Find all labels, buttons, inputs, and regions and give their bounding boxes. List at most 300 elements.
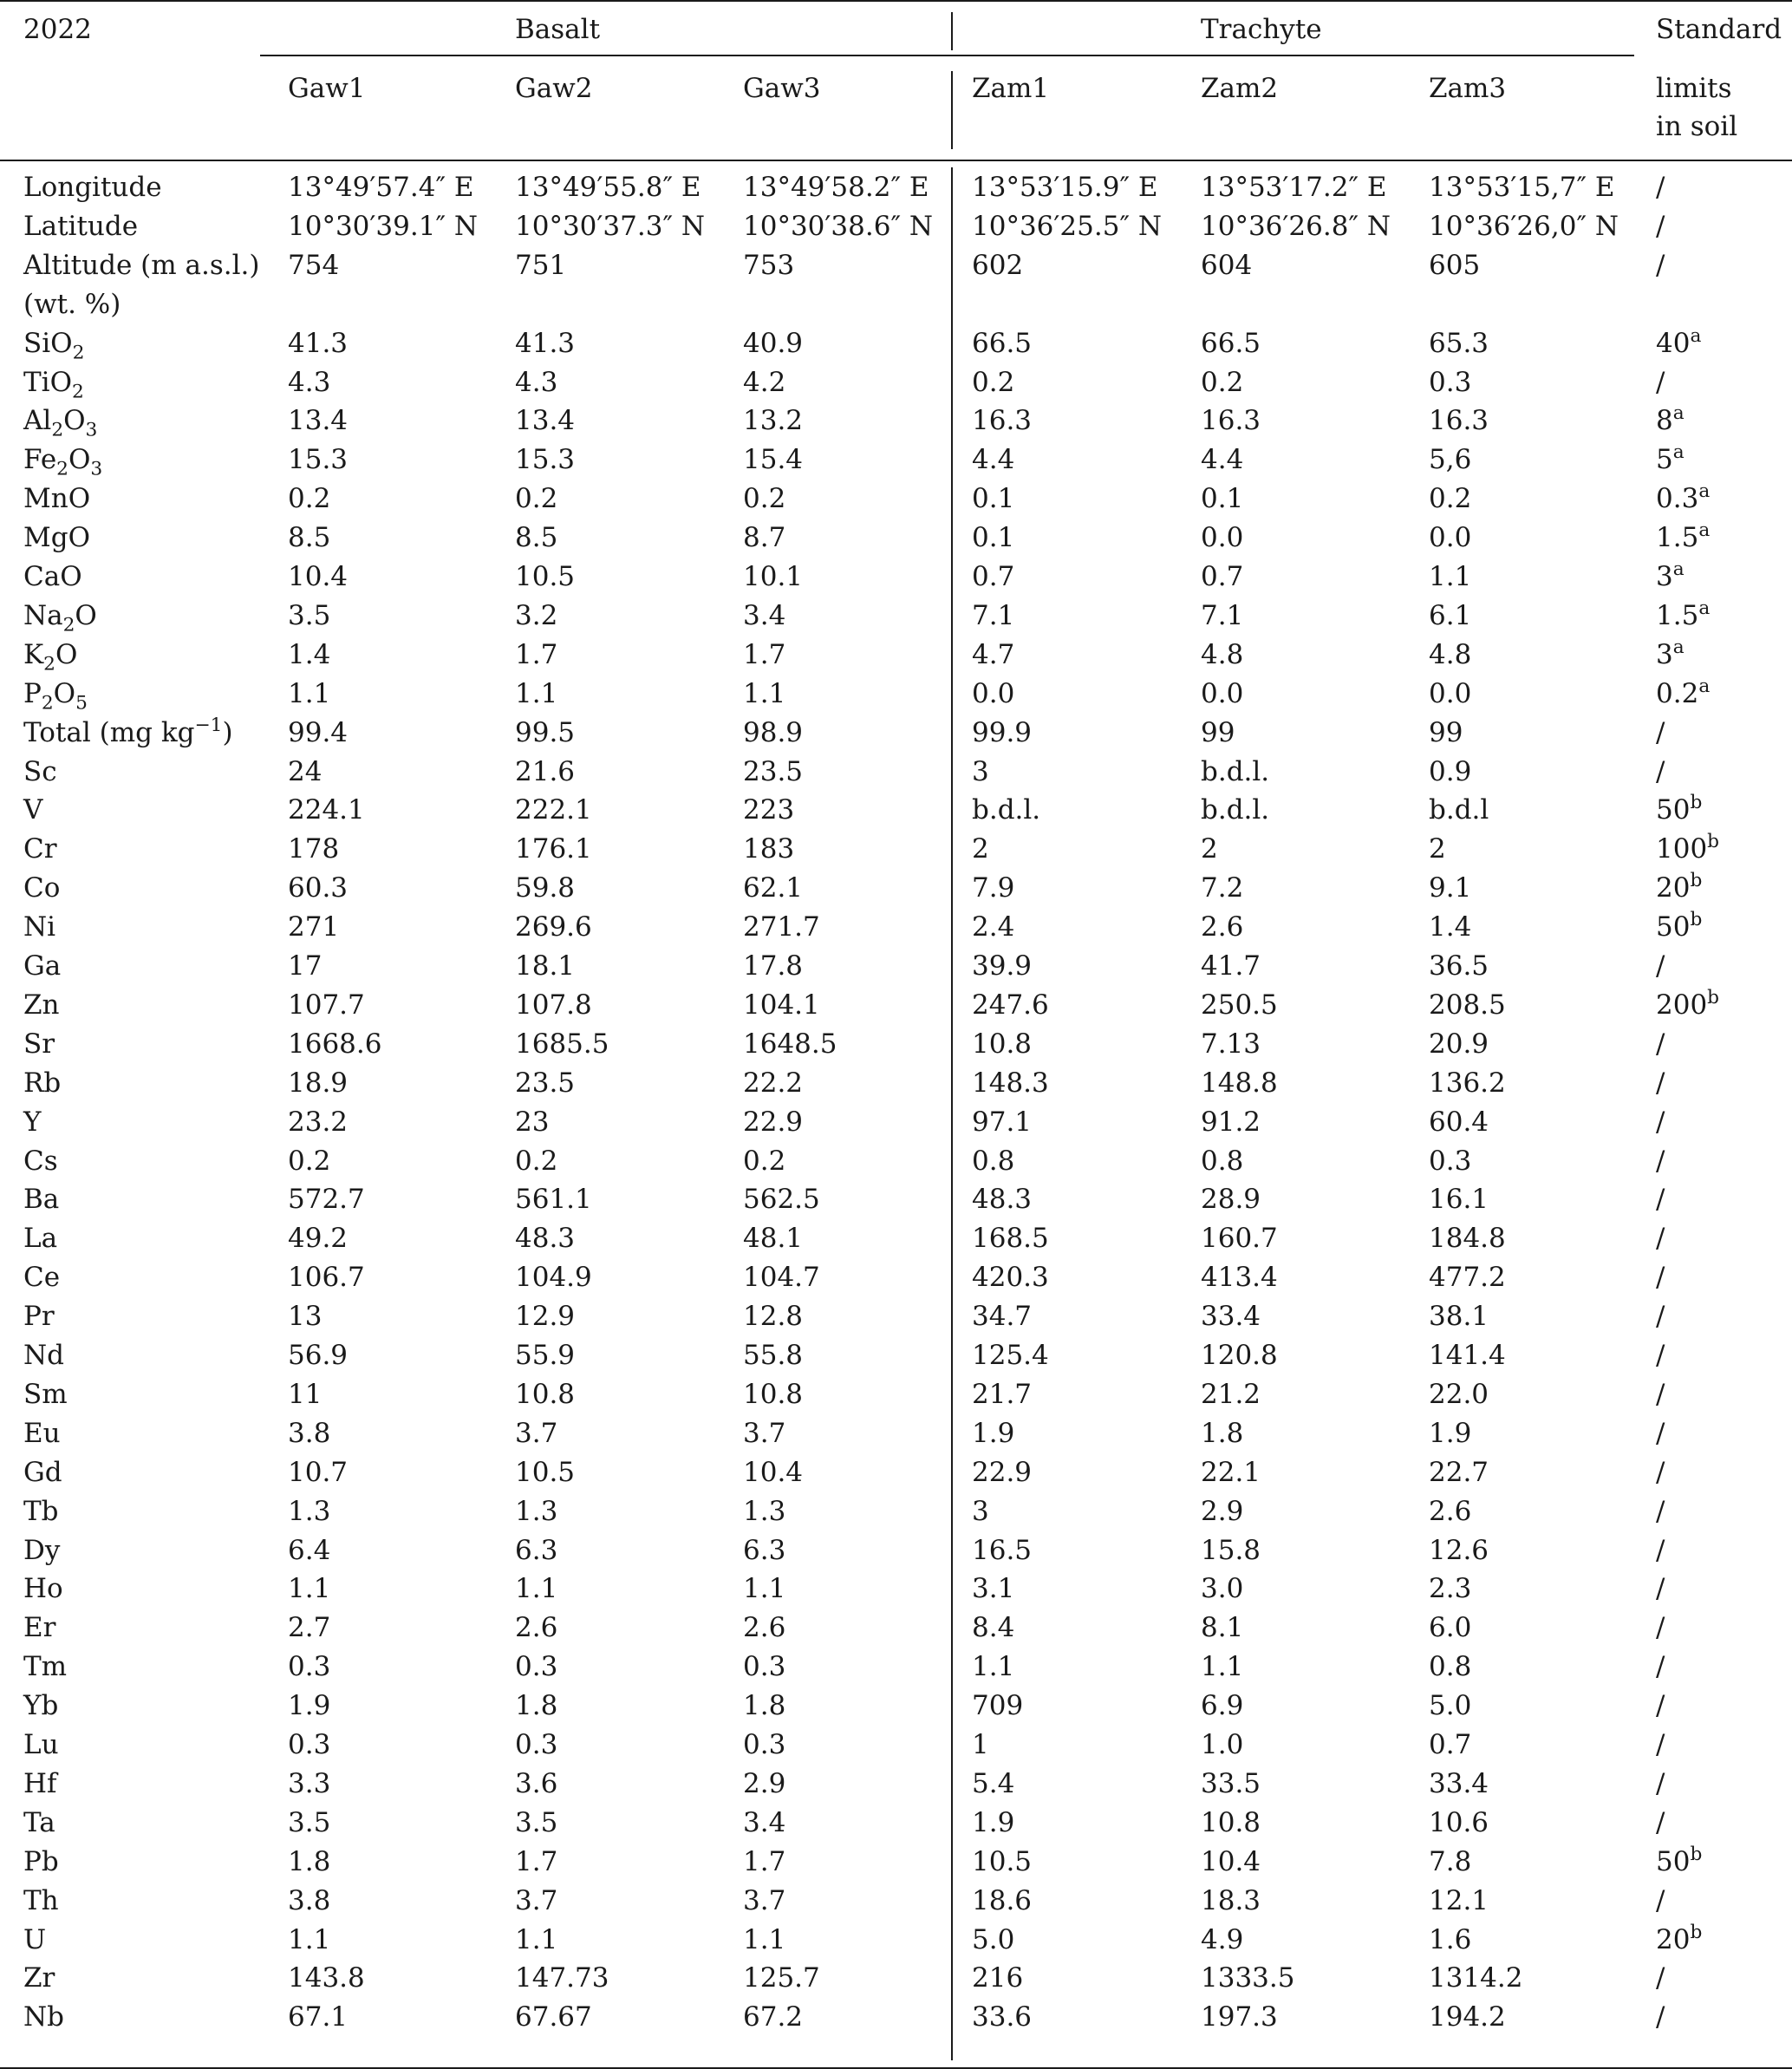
- value-cell: b.d.l: [1429, 794, 1489, 826]
- value-cell: 3.0: [1201, 1573, 1244, 1605]
- header-divider-top: [951, 12, 953, 50]
- value-cell: 1.1: [515, 677, 558, 709]
- value-cell: 247.6: [972, 989, 1049, 1021]
- value-cell: 147.73: [515, 1962, 609, 1994]
- value-cell: 22.9: [743, 1106, 804, 1138]
- value-cell: 10°30′38.6″ N: [743, 210, 934, 242]
- row-label: (wt. %): [23, 288, 121, 320]
- value-cell: 10.4: [288, 561, 349, 592]
- value-cell: 1.1: [743, 1923, 786, 1955]
- standard-limit-cell: /: [1656, 1301, 1665, 1333]
- value-cell: 10.4: [1201, 1845, 1261, 1877]
- value-cell: 0.3: [515, 1729, 558, 1760]
- value-cell: 0.2: [288, 1145, 331, 1177]
- table-row: [0, 1180, 1792, 1218]
- standard-limit-cell: 3$^a$: [1656, 558, 1684, 592]
- table-row: [0, 441, 1792, 479]
- standard-limit-cell: 5$^a$: [1656, 441, 1684, 476]
- value-cell: 1.9: [288, 1690, 331, 1722]
- table-row: [0, 246, 1792, 284]
- standard-limit-cell: 100$^b$: [1656, 831, 1720, 865]
- standard-limit-cell: /: [1656, 2001, 1665, 2033]
- row-label: Longitude: [23, 172, 162, 203]
- value-cell: 8.1: [1201, 1612, 1244, 1644]
- row-label: Lu: [23, 1729, 59, 1760]
- sample-header-gaw1: Gaw1: [288, 73, 366, 104]
- value-cell: 3.4: [743, 599, 786, 631]
- standard-limit-cell: 50$^b$: [1656, 909, 1703, 943]
- value-cell: 23.5: [515, 1067, 576, 1099]
- table-row: [0, 1258, 1792, 1296]
- table-row: [0, 1025, 1792, 1063]
- standard-limit-cell: /: [1656, 1495, 1665, 1527]
- row-label: $Fe_2O_3$: [23, 444, 103, 480]
- value-cell: 6.3: [743, 1534, 786, 1566]
- row-label: Ce: [23, 1262, 61, 1294]
- value-cell: 148.3: [972, 1067, 1049, 1099]
- value-cell: 1.1: [1201, 1651, 1244, 1683]
- value-cell: 223: [743, 794, 795, 826]
- standard-limit-cell: 20$^b$: [1656, 870, 1703, 904]
- value-cell: 10°36′26.8″ N: [1201, 210, 1391, 242]
- value-cell: 16.3: [1429, 405, 1489, 437]
- value-cell: 216: [972, 1962, 1024, 1994]
- value-cell: 22.0: [1429, 1378, 1489, 1410]
- value-cell: 10.5: [515, 561, 576, 592]
- value-cell: 4.4: [972, 444, 1015, 476]
- value-cell: 1.1: [515, 1573, 558, 1605]
- value-cell: 3.7: [743, 1417, 786, 1449]
- value-cell: 2.6: [743, 1612, 786, 1644]
- value-cell: 7.8: [1429, 1845, 1472, 1877]
- value-cell: 11: [288, 1378, 323, 1410]
- table-row: [0, 830, 1792, 868]
- value-cell: 7.1: [1201, 599, 1244, 631]
- value-cell: 1.6: [1429, 1923, 1472, 1955]
- value-cell: 1.1: [288, 1573, 331, 1605]
- value-cell: 28.9: [1201, 1184, 1261, 1216]
- table-row: [0, 986, 1792, 1024]
- value-cell: 34.7: [972, 1301, 1033, 1333]
- value-cell: 60.3: [288, 872, 349, 904]
- standard-header-in-soil: in soil: [1656, 111, 1738, 142]
- value-cell: 12.9: [515, 1301, 576, 1333]
- value-cell: 1.9: [972, 1806, 1015, 1838]
- value-cell: 18.1: [515, 950, 576, 982]
- value-cell: 183: [743, 833, 795, 865]
- value-cell: 0.8: [1201, 1145, 1244, 1177]
- value-cell: 21.7: [972, 1378, 1033, 1410]
- value-cell: 33.4: [1201, 1301, 1261, 1333]
- table-row: [0, 363, 1792, 401]
- value-cell: 1.0: [1201, 1729, 1244, 1760]
- value-cell: 0.3: [288, 1651, 331, 1683]
- value-cell: 4.7: [972, 638, 1015, 670]
- basalt-trachyte-rule: [260, 55, 1634, 56]
- row-label: Sm: [23, 1378, 68, 1410]
- value-cell: 0.3: [288, 1729, 331, 1760]
- table-row: [0, 1843, 1792, 1881]
- value-cell: 107.7: [288, 989, 365, 1021]
- value-cell: 41.3: [288, 327, 349, 359]
- value-cell: 13.4: [515, 405, 576, 437]
- value-cell: 1.1: [972, 1651, 1015, 1683]
- value-cell: 65.3: [1429, 327, 1489, 359]
- row-label: Rb: [23, 1067, 62, 1099]
- trachyte-group-header: Trachyte: [1201, 14, 1322, 45]
- value-cell: 59.8: [515, 872, 576, 904]
- standard-limit-cell: /: [1656, 1651, 1665, 1683]
- row-label: $Al_2O_3$: [23, 405, 98, 441]
- value-cell: 13°53′17.2″ E: [1201, 172, 1387, 203]
- table-row: [0, 558, 1792, 596]
- value-cell: 33.5: [1201, 1767, 1261, 1799]
- value-cell: 168.5: [972, 1223, 1049, 1255]
- value-cell: 22.9: [972, 1456, 1033, 1488]
- table-row: [0, 1453, 1792, 1491]
- value-cell: 0.7: [1429, 1729, 1472, 1760]
- value-cell: 99.5: [515, 716, 576, 748]
- value-cell: 3.7: [515, 1884, 558, 1916]
- row-label: Gd: [23, 1456, 62, 1488]
- value-cell: 3.5: [288, 599, 331, 631]
- standard-limit-cell: 50$^b$: [1656, 1843, 1703, 1877]
- value-cell: 562.5: [743, 1184, 820, 1216]
- value-cell: 56.9: [288, 1340, 349, 1371]
- value-cell: 1.8: [515, 1690, 558, 1722]
- row-label: La: [23, 1223, 58, 1255]
- value-cell: 143.8: [288, 1962, 365, 1994]
- value-cell: 1.8: [288, 1845, 331, 1877]
- value-cell: 13.4: [288, 405, 349, 437]
- value-cell: 10.8: [972, 1028, 1033, 1060]
- value-cell: 136.2: [1429, 1067, 1506, 1099]
- standard-limit-cell: /: [1656, 1067, 1665, 1099]
- value-cell: 1333.5: [1201, 1962, 1295, 1994]
- row-label: $P_2O_5$: [23, 677, 88, 715]
- value-cell: 709: [972, 1690, 1024, 1722]
- row-label: Th: [23, 1884, 59, 1916]
- row-label: V: [23, 794, 43, 826]
- standard-limit-cell: /: [1656, 1612, 1665, 1644]
- value-cell: 104.7: [743, 1262, 820, 1294]
- row-label: U: [23, 1923, 47, 1955]
- value-cell: 1314.2: [1429, 1962, 1523, 1994]
- value-cell: 23.2: [288, 1106, 349, 1138]
- value-cell: b.d.l.: [1201, 794, 1270, 826]
- value-cell: 6.0: [1429, 1612, 1472, 1644]
- value-cell: 197.3: [1201, 2001, 1278, 2033]
- row-label: Yb: [23, 1690, 59, 1722]
- value-cell: 10.8: [743, 1378, 804, 1410]
- value-cell: 21.2: [1201, 1378, 1261, 1410]
- standard-limit-cell: /: [1656, 366, 1665, 398]
- row-label: Co: [23, 872, 61, 904]
- value-cell: 6.4: [288, 1534, 331, 1566]
- value-cell: 751: [515, 249, 567, 281]
- value-cell: 5.0: [1429, 1690, 1472, 1722]
- row-label: Tm: [23, 1651, 68, 1683]
- value-cell: 21.6: [515, 755, 576, 787]
- row-label: Zn: [23, 989, 60, 1021]
- value-cell: 3.1: [972, 1573, 1015, 1605]
- value-cell: 99: [1429, 716, 1463, 748]
- row-label: Nb: [23, 2001, 64, 2033]
- value-cell: 22.2: [743, 1067, 804, 1099]
- standard-limit-cell: 0.2$^a$: [1656, 675, 1711, 709]
- value-cell: 3.4: [743, 1806, 786, 1838]
- row-label: Tb: [23, 1495, 59, 1527]
- value-cell: 6.1: [1429, 599, 1472, 631]
- standard-limit-cell: /: [1656, 1184, 1665, 1216]
- value-cell: 753: [743, 249, 795, 281]
- standard-limit-cell: /: [1656, 210, 1665, 242]
- value-cell: 97.1: [972, 1106, 1033, 1138]
- table-row: [0, 1998, 1792, 2036]
- value-cell: 1.1: [743, 1573, 786, 1605]
- value-cell: 1685.5: [515, 1028, 609, 1060]
- value-cell: 1.3: [515, 1495, 558, 1527]
- value-cell: 12.1: [1429, 1884, 1489, 1916]
- value-cell: b.d.l.: [1201, 755, 1270, 787]
- table-row: [0, 207, 1792, 245]
- value-cell: 0.3: [743, 1651, 786, 1683]
- value-cell: 62.1: [743, 872, 804, 904]
- standard-limit-cell: /: [1656, 1456, 1665, 1488]
- standard-limit-cell: /: [1656, 1534, 1665, 1566]
- row-label: Dy: [23, 1534, 61, 1566]
- row-label: $K_2O$: [23, 638, 78, 676]
- value-cell: 1.9: [1429, 1417, 1472, 1449]
- value-cell: 605: [1429, 249, 1481, 281]
- value-cell: b.d.l.: [972, 794, 1041, 826]
- standard-limit-cell: 0.3$^a$: [1656, 480, 1711, 515]
- row-label: Nd: [23, 1340, 64, 1371]
- table-row: [0, 1414, 1792, 1452]
- value-cell: 1.7: [743, 1845, 786, 1877]
- value-cell: 0.3: [743, 1729, 786, 1760]
- standard-limit-cell: 50$^b$: [1656, 792, 1703, 826]
- value-cell: 1.8: [743, 1690, 786, 1722]
- value-cell: 2.6: [515, 1612, 558, 1644]
- value-cell: 0.1: [972, 483, 1015, 515]
- value-cell: 23.5: [743, 755, 804, 787]
- basalt-group-header: Basalt: [515, 14, 601, 45]
- row-label: Sc: [23, 755, 57, 787]
- value-cell: 561.1: [515, 1184, 592, 1216]
- value-cell: 104.1: [743, 989, 820, 1021]
- standard-limit-cell: /: [1656, 755, 1665, 787]
- table-row: [0, 480, 1792, 518]
- value-cell: 1.7: [515, 638, 558, 670]
- value-cell: 17: [288, 950, 323, 982]
- value-cell: 24: [288, 755, 323, 787]
- value-cell: 184.8: [1429, 1223, 1506, 1255]
- value-cell: 12.6: [1429, 1534, 1489, 1566]
- sample-header-zam1: Zam1: [972, 73, 1050, 104]
- table-row: [0, 714, 1792, 752]
- standard-limit-cell: /: [1656, 1340, 1665, 1371]
- table-row: [0, 597, 1792, 635]
- header-bottom-rule: [0, 160, 1792, 161]
- value-cell: 99: [1201, 716, 1235, 748]
- row-label: Total (mg $kg^{-1}$): [23, 714, 233, 748]
- sample-header-gaw2: Gaw2: [515, 73, 593, 104]
- value-cell: 13°53′15,7″ E: [1429, 172, 1615, 203]
- value-cell: 15.3: [288, 444, 349, 476]
- row-label: Ni: [23, 911, 56, 943]
- row-label: Cs: [23, 1145, 58, 1177]
- value-cell: 104.9: [515, 1262, 592, 1294]
- value-cell: 22.7: [1429, 1456, 1489, 1488]
- row-label: $Na_2O$: [23, 599, 97, 636]
- table-row: [0, 1297, 1792, 1335]
- value-cell: 13.2: [743, 405, 804, 437]
- standard-limit-cell: /: [1656, 172, 1665, 203]
- table-row: [0, 1103, 1792, 1141]
- value-cell: 2.6: [1201, 911, 1244, 943]
- row-label: CaO: [23, 561, 82, 592]
- value-cell: 2: [972, 833, 989, 865]
- value-cell: 250.5: [1201, 989, 1278, 1021]
- value-cell: 0.1: [972, 522, 1015, 554]
- value-cell: 10.4: [743, 1456, 804, 1488]
- table-row: [0, 1687, 1792, 1725]
- row-label: MnO: [23, 483, 91, 515]
- standard-limit-cell: 1.5$^a$: [1656, 519, 1711, 554]
- value-cell: 41.3: [515, 327, 576, 359]
- table-row: [0, 1959, 1792, 1997]
- table-row: [0, 1804, 1792, 1842]
- value-cell: 7.13: [1201, 1028, 1261, 1060]
- value-cell: 1668.6: [288, 1028, 382, 1060]
- value-cell: 1.9: [972, 1417, 1015, 1449]
- value-cell: 7.1: [972, 599, 1015, 631]
- value-cell: 2.7: [288, 1612, 331, 1644]
- top-rule: [0, 0, 1792, 2]
- value-cell: 15.8: [1201, 1534, 1261, 1566]
- value-cell: 1.8: [1201, 1417, 1244, 1449]
- value-cell: 2.3: [1429, 1573, 1472, 1605]
- standard-limit-cell: 20$^b$: [1656, 1921, 1703, 1955]
- value-cell: 39.9: [972, 950, 1033, 982]
- value-cell: 7.9: [972, 872, 1015, 904]
- value-cell: 48.1: [743, 1223, 804, 1255]
- value-cell: 271.7: [743, 911, 820, 943]
- value-cell: 99.9: [972, 716, 1033, 748]
- row-label: Ho: [23, 1573, 63, 1605]
- value-cell: 18.3: [1201, 1884, 1261, 1916]
- value-cell: 3.5: [288, 1806, 331, 1838]
- table-row: [0, 1570, 1792, 1608]
- value-cell: 0.7: [1201, 561, 1244, 592]
- value-cell: 477.2: [1429, 1262, 1506, 1294]
- value-cell: 1.1: [743, 677, 786, 709]
- value-cell: 160.7: [1201, 1223, 1278, 1255]
- value-cell: 106.7: [288, 1262, 365, 1294]
- row-label: Y: [23, 1106, 42, 1138]
- value-cell: 67.1: [288, 2001, 349, 2033]
- value-cell: 1.3: [288, 1495, 331, 1527]
- standard-limit-cell: /: [1656, 1145, 1665, 1177]
- value-cell: 3.8: [288, 1884, 331, 1916]
- table-row: [0, 791, 1792, 829]
- value-cell: 60.4: [1429, 1106, 1489, 1138]
- standard-limit-cell: /: [1656, 716, 1665, 748]
- value-cell: 754: [288, 249, 340, 281]
- value-cell: 0.1: [1201, 483, 1244, 515]
- standard-limit-cell: /: [1656, 1573, 1665, 1605]
- value-cell: 0.3: [1429, 366, 1472, 398]
- value-cell: 602: [972, 249, 1024, 281]
- value-cell: 0.7: [972, 561, 1015, 592]
- standard-limit-cell: /: [1656, 1262, 1665, 1294]
- standard-limit-cell: 8$^a$: [1656, 402, 1684, 437]
- value-cell: 15.3: [515, 444, 576, 476]
- standard-limit-cell: 40$^a$: [1656, 324, 1702, 359]
- value-cell: 0.2: [288, 483, 331, 515]
- row-label: MgO: [23, 522, 91, 554]
- standard-limit-cell: 200$^b$: [1656, 986, 1720, 1021]
- row-label: Eu: [23, 1417, 61, 1449]
- value-cell: 6.3: [515, 1534, 558, 1566]
- value-cell: 3.6: [515, 1767, 558, 1799]
- value-cell: 3: [972, 755, 989, 787]
- standard-limit-cell: /: [1656, 1378, 1665, 1410]
- row-label: Er: [23, 1612, 56, 1644]
- value-cell: 3.3: [288, 1767, 331, 1799]
- value-cell: 41.7: [1201, 950, 1261, 982]
- table-row: [0, 1492, 1792, 1531]
- value-cell: 10°30′39.1″ N: [288, 210, 479, 242]
- value-cell: 10.5: [972, 1845, 1033, 1877]
- value-cell: 2.9: [1201, 1495, 1244, 1527]
- value-cell: 10.7: [288, 1456, 349, 1488]
- table-row: [0, 636, 1792, 674]
- value-cell: 0.8: [1429, 1651, 1472, 1683]
- value-cell: 13°49′57.4″ E: [288, 172, 474, 203]
- value-cell: 98.9: [743, 716, 804, 748]
- value-cell: 0.2: [515, 483, 558, 515]
- value-cell: 66.5: [1201, 327, 1261, 359]
- table-row: [0, 519, 1792, 557]
- standard-limit-cell: /: [1656, 1806, 1665, 1838]
- value-cell: 5,6: [1429, 444, 1472, 476]
- value-cell: 208.5: [1429, 989, 1506, 1021]
- table-row: [0, 1336, 1792, 1374]
- value-cell: 2.9: [743, 1767, 786, 1799]
- value-cell: 0.0: [1429, 522, 1472, 554]
- value-cell: 10°36′25.5″ N: [972, 210, 1163, 242]
- table-row: [0, 1219, 1792, 1257]
- table-row: [0, 1765, 1792, 1803]
- table-row: [0, 1375, 1792, 1413]
- value-cell: 18.9: [288, 1067, 349, 1099]
- value-cell: 0.0: [1429, 677, 1472, 709]
- value-cell: 2: [1201, 833, 1218, 865]
- value-cell: 1.1: [515, 1923, 558, 1955]
- table-row: [0, 1882, 1792, 1920]
- value-cell: 222.1: [515, 794, 592, 826]
- table-row: [0, 675, 1792, 713]
- row-label: Sr: [23, 1028, 55, 1060]
- value-cell: 0.0: [1201, 522, 1244, 554]
- value-cell: 4.8: [1201, 638, 1244, 670]
- value-cell: 4.4: [1201, 444, 1244, 476]
- header-divider-bottom: [951, 71, 953, 149]
- value-cell: 8.5: [515, 522, 558, 554]
- standard-limit-cell: 1.5$^a$: [1656, 597, 1711, 631]
